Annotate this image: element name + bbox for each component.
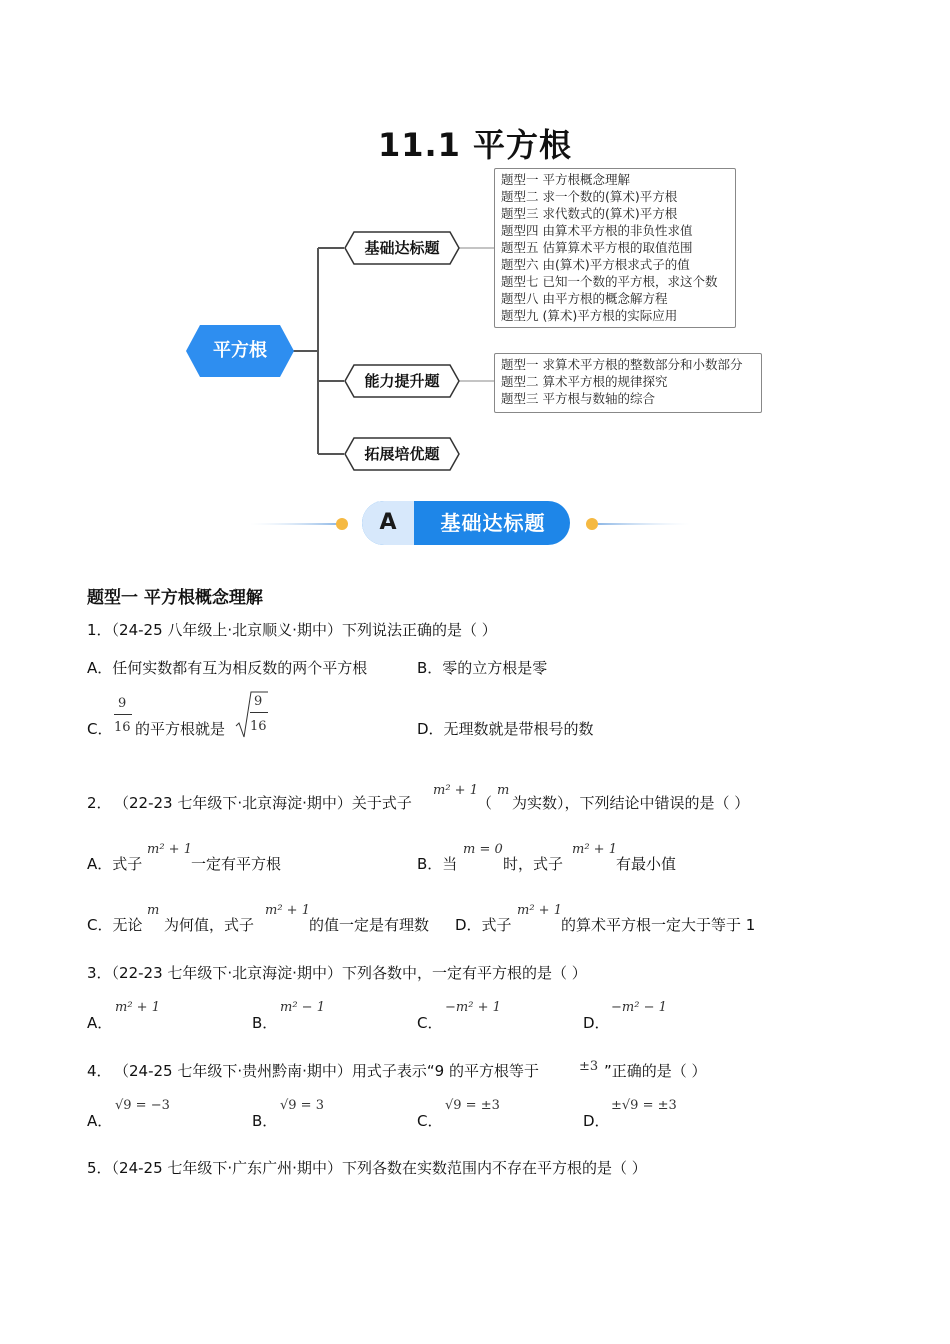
option-text: A．式子 <box>87 855 143 873</box>
q2-option-d <box>455 903 815 943</box>
math-expression: −m² + 1 <box>445 1000 501 1015</box>
topic-item: 题型二 求一个数的(算术)平方根 <box>501 189 678 204</box>
option-label: A． <box>87 1014 113 1032</box>
fraction-numerator: 9 <box>118 696 127 711</box>
branch-basic <box>344 231 460 265</box>
q3-option-d <box>583 1000 733 1034</box>
topic-list-basic <box>494 168 736 328</box>
math-expression: m² + 1 <box>147 842 192 857</box>
q4-option-c <box>417 1098 567 1132</box>
mindmap-connectors <box>0 0 950 500</box>
question-text: （24-25 七年级下·贵州黔南·期中）用式子表示“9 的平方根等于 <box>114 1062 539 1080</box>
option-text: 的平方根就是 <box>135 720 226 738</box>
option-label: C． <box>417 1112 443 1130</box>
sqrt-fraction-numerator: 9 <box>254 694 263 709</box>
q2-option-b <box>417 842 737 882</box>
sqrt-fraction-bar <box>250 712 268 713</box>
topic-item: 题型六 由(算术)平方根求式子的值 <box>501 257 690 272</box>
q3-option-a <box>87 1000 237 1034</box>
option-text: 为何值，式子 <box>164 916 255 934</box>
option-text: 的值一定是有理数 <box>309 916 430 934</box>
math-variable: m <box>147 903 160 918</box>
math-expression: m = 0 <box>463 842 503 857</box>
branch-extension <box>344 437 460 471</box>
math-expression: m² + 1 <box>517 903 562 918</box>
topic-list-advanced <box>494 353 762 413</box>
topic-item: 题型八 由平方根的概念解方程 <box>501 291 668 306</box>
option-text: 时，式子 <box>503 855 564 873</box>
option-label: B． <box>252 1014 278 1032</box>
option-label: B． <box>252 1112 278 1130</box>
topic-item: 题型三 求代数式的(算术)平方根 <box>501 206 678 221</box>
option-text: 一定有平方根 <box>191 855 282 873</box>
option-text: 的算术平方根一定大于等于 1 <box>561 916 756 934</box>
math-expression: √9 = −3 <box>115 1098 170 1113</box>
math-expression: m² + 1 <box>265 903 310 918</box>
math-expression: m² − 1 <box>280 1000 325 1015</box>
question-text: （22-23 七年级下·北京海淀·期中）关于式子 <box>114 794 412 812</box>
topic-item: 题型四 由算术平方根的非负性求值 <box>501 223 693 238</box>
question-number: 2． <box>87 794 112 812</box>
q2-option-a <box>87 842 407 882</box>
math-expression: ±3 <box>579 1059 599 1074</box>
fraction-denominator: 16 <box>114 720 131 735</box>
q1-option-a: A．任何实数都有互为相反数的两个平方根 <box>87 659 368 677</box>
option-label: C． <box>417 1014 443 1032</box>
topic-item: 题型一 求算术平方根的整数部分和小数部分 <box>501 357 743 372</box>
section-heading: 题型一 平方根概念理解 <box>87 588 263 608</box>
question-number: 3． <box>87 964 112 982</box>
branch-extension-label: 拓展培优题 <box>364 445 440 463</box>
question-2 <box>87 780 827 820</box>
math-expression: −m² − 1 <box>611 1000 667 1015</box>
fraction-bar <box>114 714 132 715</box>
q4-option-b <box>252 1098 402 1132</box>
question-4 <box>87 1058 807 1088</box>
option-label: A． <box>87 1112 113 1130</box>
mindmap-root <box>186 325 294 377</box>
option-text: D．式子 <box>455 916 512 934</box>
topic-item: 题型七 已知一个数的平方根，求这个数 <box>501 274 718 289</box>
question-text: （22-23 七年级下·北京海淀·期中）下列各数中，一定有平方根的是（ ） <box>111 964 587 982</box>
page-title: 11.1 平方根 <box>377 126 573 164</box>
q1-option-d: D．无理数就是带根号的数 <box>417 720 594 738</box>
q3-option-c <box>417 1000 567 1034</box>
mindmap <box>0 0 950 500</box>
topic-item: 题型三 平方根与数轴的综合 <box>501 391 655 406</box>
question-5 <box>87 1157 647 1179</box>
option-text: C．无论 <box>87 916 143 934</box>
q4-option-a <box>87 1098 237 1132</box>
q2-option-c <box>87 903 457 943</box>
option-label: D． <box>583 1014 610 1032</box>
topic-item: 题型一 平方根概念理解 <box>501 172 630 187</box>
question-3 <box>87 962 587 984</box>
branch-advanced-label: 能力提升题 <box>364 372 440 390</box>
math-expression: ±√9 = ±3 <box>611 1098 677 1113</box>
q1-option-c <box>87 690 407 742</box>
question-text: （24-25 七年级下·广东广州·期中）下列各数在实数范围内不存在平方根的是（ ） <box>111 1159 647 1177</box>
question-number: 4． <box>87 1062 112 1080</box>
question-text: （ <box>477 794 493 812</box>
topic-item: 题型五 估算算术平方根的取值范围 <box>501 240 693 255</box>
branch-advanced <box>344 364 460 398</box>
math-variable: m <box>497 783 510 798</box>
q1-option-b: B．零的立方根是零 <box>417 659 548 677</box>
section-banner <box>250 498 690 548</box>
option-label: D． <box>583 1112 610 1130</box>
question-1 <box>87 619 497 641</box>
banner-letter: A <box>379 510 397 535</box>
mindmap-root-label: 平方根 <box>213 340 267 361</box>
question-number: 5． <box>87 1159 112 1177</box>
math-expression: √9 = ±3 <box>445 1098 500 1113</box>
sqrt-fraction-denominator: 16 <box>250 719 267 734</box>
banner-label: 基础达标题 <box>440 511 546 535</box>
option-text: 有最小值 <box>616 855 677 873</box>
question-text: ”正确的是（ ） <box>604 1062 707 1080</box>
q4-option-d <box>583 1098 733 1132</box>
math-expression: m² + 1 <box>115 1000 160 1015</box>
question-text: 为实数），下列结论中错误的是（ ） <box>512 794 750 812</box>
branch-basic-label: 基础达标题 <box>364 239 440 257</box>
topic-item: 题型二 算术平方根的规律探究 <box>501 374 668 389</box>
topic-item: 题型九 (算术)平方根的实际应用 <box>501 308 678 323</box>
math-expression: m² + 1 <box>572 842 617 857</box>
q3-option-b <box>252 1000 402 1034</box>
option-label: C． <box>87 720 113 738</box>
option-text: B．当 <box>417 855 458 873</box>
math-expression: m² + 1 <box>433 783 478 798</box>
question-number: 1． <box>87 621 112 639</box>
question-text: （24-25 八年级上·北京顺义·期中）下列说法正确的是（ ） <box>111 621 497 639</box>
math-expression: √9 = 3 <box>280 1098 324 1113</box>
